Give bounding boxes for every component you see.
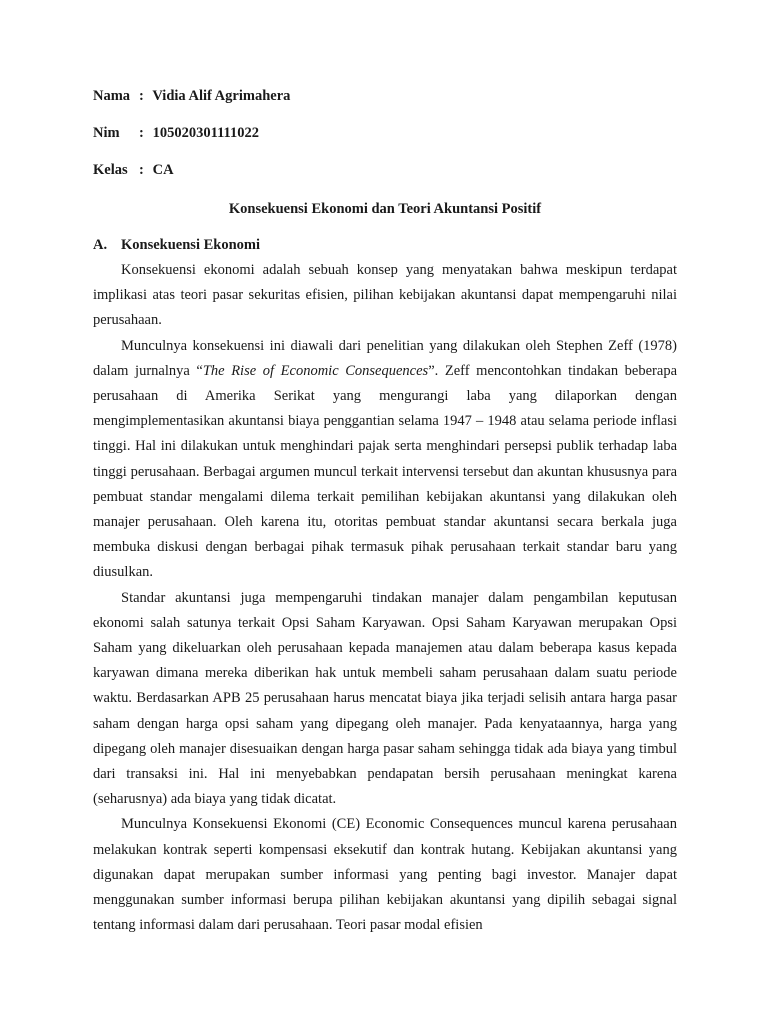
document-title: Konsekuensi Ekonomi dan Teori Akuntansi Positif [228, 201, 542, 217]
paragraph-1: Konsekuensi ekonomi adalah sebuah konsep yang menyatakan bahwa meskipun terdapat implikasi atas teori pasar sekuritas efisien, pilihan kebijakan akuntansi dapat mempengaruhi nilai perusahaan. [93, 262, 677, 329]
paragraph-4: Munculnya Konsekuensi Ekonomi (CE) Economic Consequences muncul karena perusahaan melakukan kontrak seperti kompensasi eksekutif dan kontrak hutang. Kebijakan akuntansi yang digunakan dapat merupakan sumber informasi yang penting bagi investor. Manajer dapat menggunakan sumber informasi berupa pilihan kebijakan akuntansi yang dipilih sebagai signal tentang informasi dalam dari perusahaan. Teori pasar modal efisien [93, 816, 677, 934]
body-text [93, 258, 677, 938]
paragraph-2-before: Munculnya konsekuensi ini diawali dari penelitian yang dilakukan oleh Stephen Zeff (1978) dalam jurnalnya “ [93, 337, 677, 379]
paragraph-3: Standar akuntansi juga mempengaruhi tindakan manajer dalam pengambilan keputusan ekonomi salah satunya terkait Opsi Saham Karyawan. Opsi Saham Karyawan merupakan Opsi Saham yang dikeluarkan oleh perusahaan kepada manajemen atau dalam beberapa kasus kepada karyawan dimana mereka diberikan hak untuk membeli saham perusahaan dalam suatu periode waktu. Berdasarkan APB 25 perusahaan harus mencatat biaya jika terjadi selisih antara harga pasar saham dengan harga opsi saham yang dipegang oleh manajer. Pada kenyataannya, harga yang dipegang oleh manajer disesuaikan dengan harga pasar saham sehingga tidak ada biaya yang timbul dari transaksi ini. Hal ini menyebabkan pendapatan bersih perusahaan meningkat karena (seharusnya) ada biaya yang tidak dicatat. [93, 589, 677, 808]
paragraph-2 [93, 334, 677, 586]
kelas-separator: : [139, 162, 144, 178]
name-separator: : [139, 88, 144, 104]
name-label: Nama [93, 88, 131, 104]
section-heading [93, 237, 260, 254]
kelas-label: Kelas [93, 162, 128, 178]
kelas-value: CA [152, 162, 174, 178]
nim-label: Nim [93, 125, 120, 141]
nim-separator: : [139, 125, 144, 141]
nim-value: 105020301111022 [152, 125, 259, 141]
journal-title: The Rise of Economic Consequences [202, 362, 429, 379]
nim-line [93, 125, 259, 142]
section-title: Konsekuensi Ekonomi [121, 237, 261, 253]
section-number: A. [93, 237, 108, 253]
name-line [93, 88, 290, 105]
paragraph-2-after: ”. Zeff mencontohkan tindakan beberapa perusahaan di Amerika Serikat yang mengurangi laba yang dilaporkan dengan mengimplementasikan akuntansi biaya penggantian selama 1947 – 1948 atau selama periode inflasi tinggi. Hal ini dilakukan untuk menghindari pajak serta menghindari persepsi publik terhadap laba tinggi perusahaan. Berbagai argumen muncul terkait intervensi tersebut dan akuntan khususnya para pembuat standar mengalami dilema terkait pemilihan kebijakan akuntansi yang dilakukan oleh manajer perusahaan. Oleh karena itu, otoritas pembuat standar akuntansi secara berkala juga membuka diskusi dengan berbagai pihak termasuk pihak perusahaan terkait standar baru yang diusulkan. [93, 362, 677, 581]
name-value: Vidia Alif Agrimahera [152, 88, 291, 104]
kelas-line [93, 162, 174, 179]
